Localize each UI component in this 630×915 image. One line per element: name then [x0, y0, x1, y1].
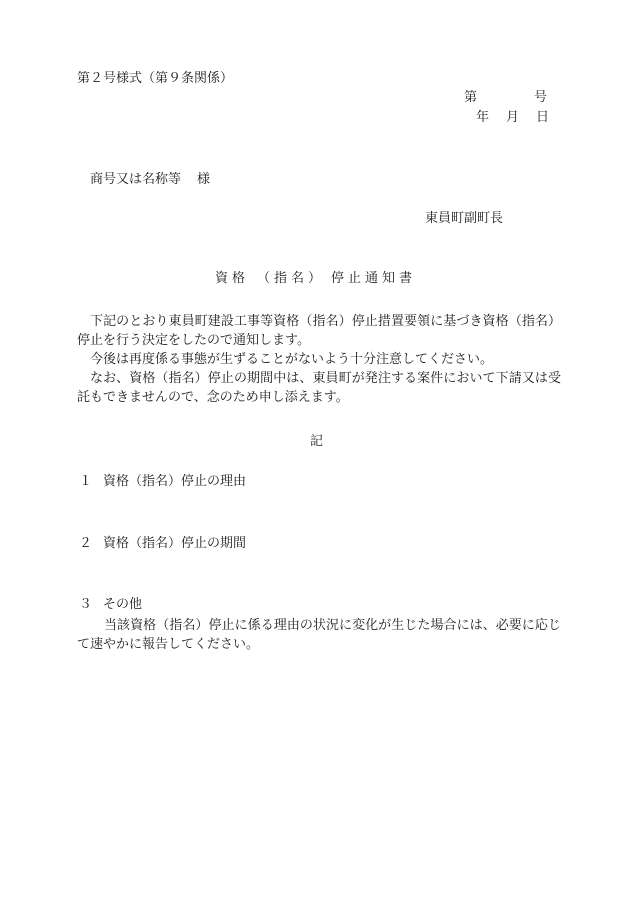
body-paragraph-2: 今後は再度係る事態が生ずることがないよう十分注意してください。 [90, 352, 494, 367]
doc-number-prefix: 第 [464, 90, 478, 105]
sender-title: 東員町副町長 [425, 211, 504, 226]
date-day: 日 [536, 110, 550, 125]
ki-label: 記 [310, 434, 324, 449]
body-paragraph-3: なお、資格（指名）停止の期間中は、東員町が発注する案件において下請又は受託もできませんので、念のため申し添えます。 [77, 371, 561, 405]
item-number: ３ [79, 597, 93, 612]
item-number: １ [79, 474, 93, 489]
addressee-name-label: 商号又は名称等 [90, 172, 182, 187]
title-part-shikaku: 資格 [215, 271, 250, 286]
form-number-label: 第２号様式（第９条関係） [77, 71, 234, 86]
list-item [79, 598, 142, 611]
item3-detail: 当該資格（指名）停止に係る理由の状況に変化が生じた場合には、必要に応じて速やかに報告してください。 [77, 618, 561, 652]
document-title [215, 272, 416, 285]
title-part-shimei: （指名） [257, 271, 326, 286]
list-item [79, 537, 246, 550]
body-paragraph-1: 下記のとおり東員町建設工事等資格（指名）停止措置要領に基づき資格（指名）停止を行う決定をしたので通知します。 [77, 314, 561, 348]
list-item [79, 475, 246, 488]
date-year: 年 [476, 110, 490, 125]
item-label: その他 [103, 597, 143, 612]
addressee-honorific: 様 [197, 172, 211, 187]
item-label: 資格（指名）停止の理由 [103, 474, 247, 489]
date-month: 月 [506, 110, 520, 125]
addressee [90, 173, 210, 186]
doc-number-suffix: 号 [534, 90, 548, 105]
title-part-teishi: 停止通知書 [331, 271, 417, 286]
item-number: ２ [79, 536, 93, 551]
item-label: 資格（指名）停止の期間 [103, 536, 247, 551]
